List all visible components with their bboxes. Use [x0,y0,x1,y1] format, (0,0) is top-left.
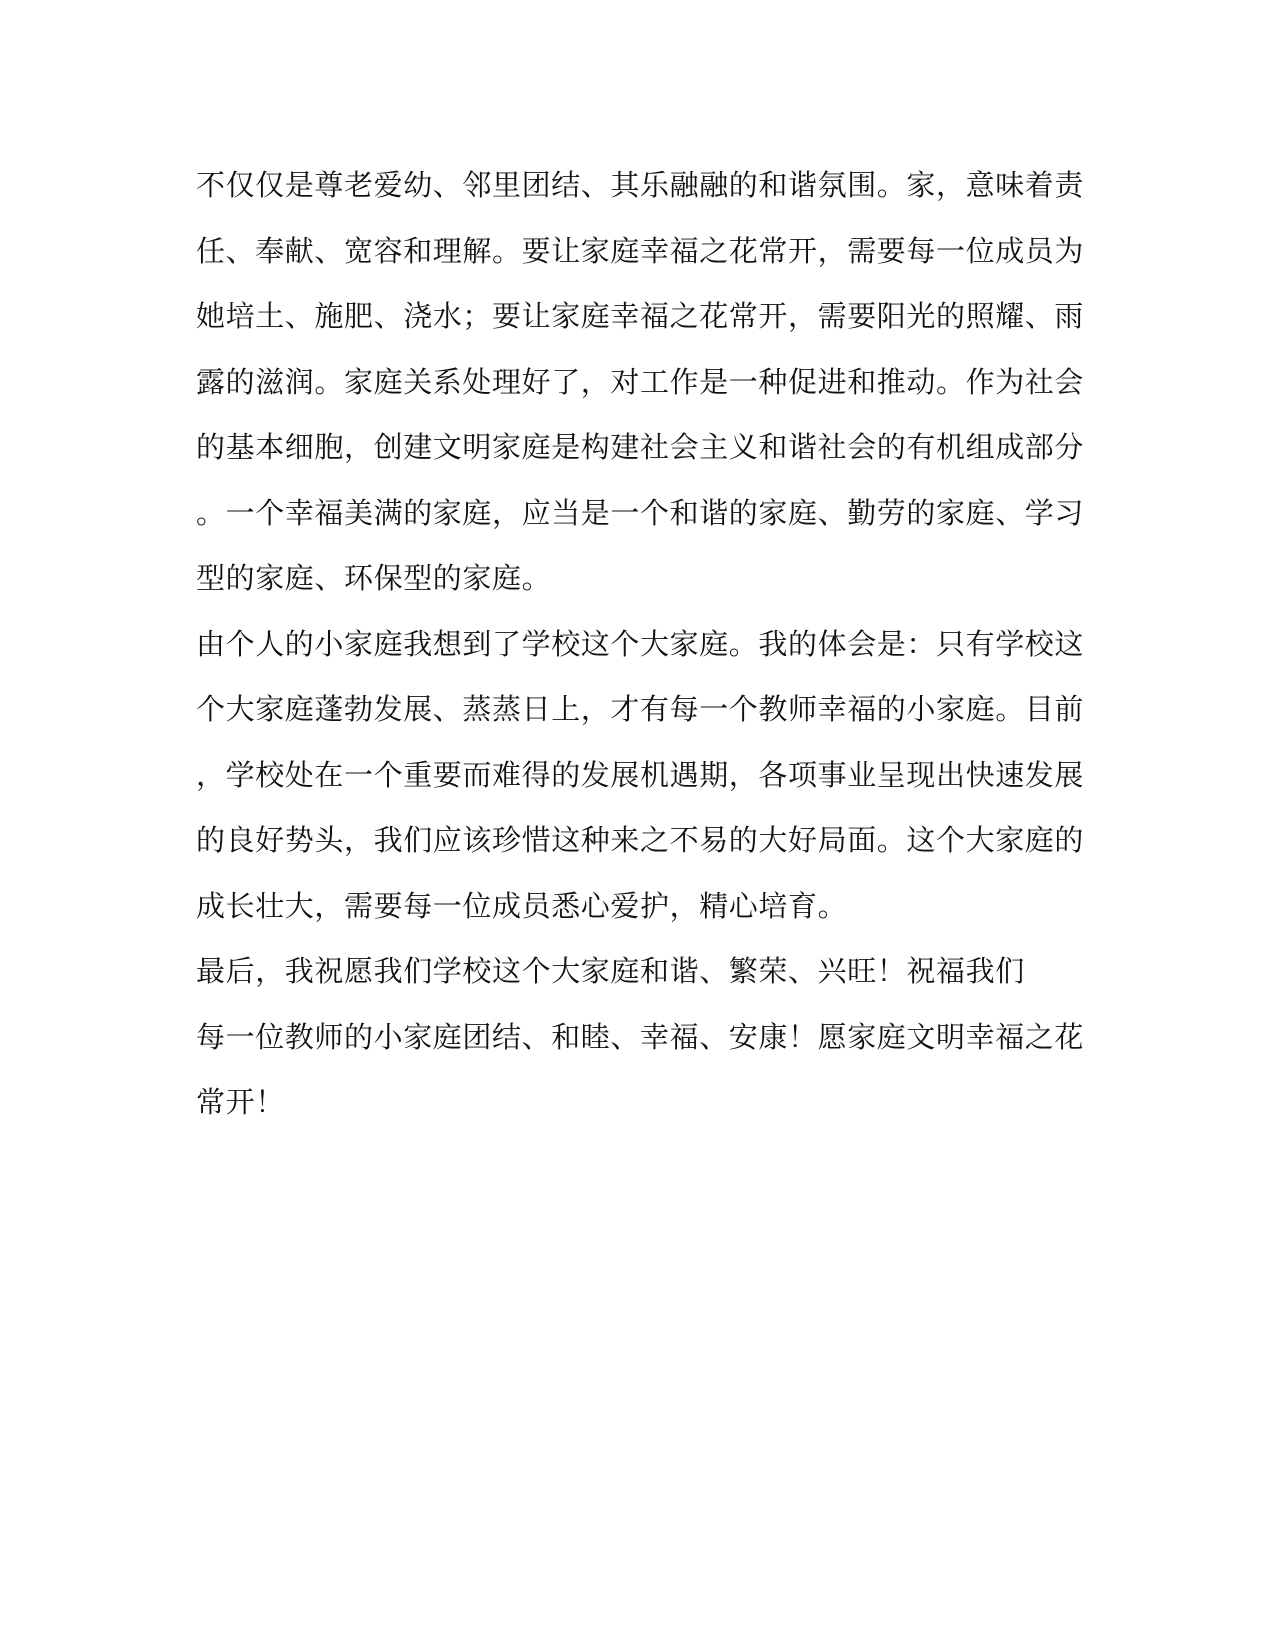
text-line: 由个人的小家庭我想到了学校这个大家庭。我的体会是：只有学校这 [196,626,1085,661]
text-line: 任、奉献、宽容和理解。要让家庭幸福之花常开，需要每一位成员为 [196,233,1085,268]
text-line: 每一位教师的小家庭团结、和睦、幸福、安康！愿家庭文明幸福之花 [196,1019,1085,1054]
text-line: 她培土、施肥、浇水；要让家庭幸福之花常开，需要阳光的照耀、雨 [196,299,1085,333]
text-line: 成长壮大，需要每一位成员悉心爱护，精心培育。 [196,888,848,923]
text-line: 的良好势头，我们应该珍惜这种来之不易的大好局面。这个大家庭的 [196,823,1085,857]
text-line: 个大家庭蓬勃发展、蒸蒸日上，才有每一个教师幸福的小家庭。目前 [196,692,1085,726]
text-line: 的基本细胞，创建文明家庭是构建社会主义和谐社会的有机组成部分 [196,430,1085,464]
text-line: 。一个幸福美满的家庭，应当是一个和谐的家庭、勤劳的家庭、学习 [196,495,1085,530]
text-line: 型的家庭、环保型的家庭。 [196,561,552,595]
text-line: 常开！ [196,1085,285,1119]
body-text [196,158,1086,1141]
text-line: 不仅仅是尊老爱幼、邻里团结、其乐融融的和谐氛围。家，意味着责 [196,168,1085,202]
text-line: ，学校处在一个重要而难得的发展机遇期，各项事业呈现出快速发展 [196,757,1085,792]
text-line: 最后，我祝愿我们学校这个大家庭和谐、繁荣、兴旺！祝福我们 [196,954,1025,988]
text-line: 露的滋润。家庭关系处理好了，对工作是一种促进和推动。作为社会 [196,364,1085,399]
